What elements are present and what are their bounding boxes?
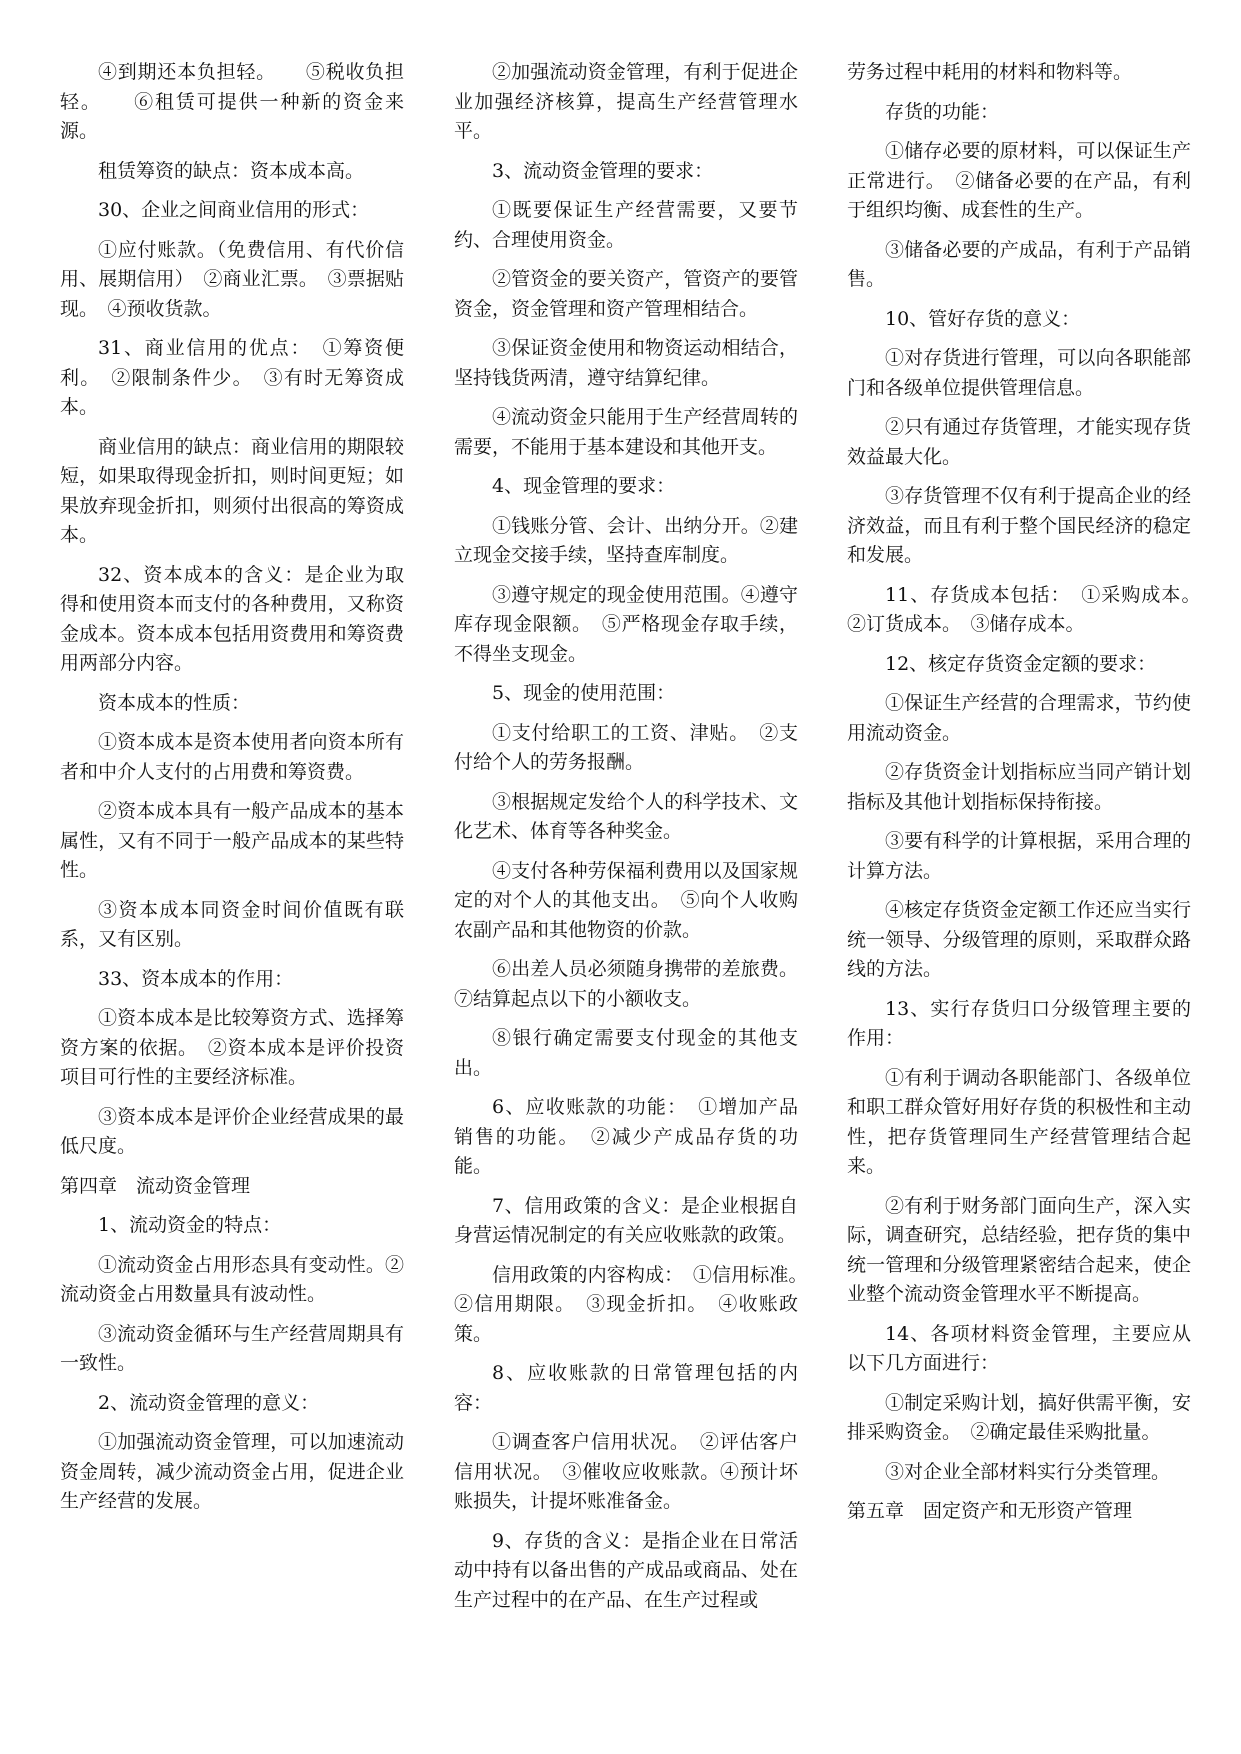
paragraph: ③根据规定发给个人的科学技术、文化艺术、体育等各种奖金。	[454, 790, 798, 842]
paragraph: ①应付账款。（免费信用、有代价信用、展期信用） ②商业汇票。 ③票据贴现。 ④预收货款。	[60, 238, 404, 320]
paragraph: ①制定采购计划，搞好供需平衡，安排采购资金。 ②确定最佳采购批量。	[847, 1391, 1191, 1443]
section-heading: 8、应收账款的日常管理包括的内容：	[454, 1362, 798, 1414]
paragraph: 商业信用的缺点：商业信用的期限较短，如果取得现金折扣，则时间更短；如果放弃现金折扣，则须付出很高的筹资成本。	[60, 435, 404, 546]
section-heading: 1、流动资金的特点：	[98, 1214, 282, 1236]
paragraph: ③要有科学的计算根据，采用合理的计算方法。	[847, 830, 1191, 882]
paragraph: ①加强流动资金管理，可以加速流动资金周转，减少流动资金占用，促进企业生产经营的发展。	[60, 1431, 404, 1512]
paragraph: ③资本成本同资金时间价值既有联系，又有区别。	[60, 898, 404, 950]
section-heading: 7、信用政策的含义：是企业根据自身营运情况制定的有关应收账款的政策。	[454, 1194, 798, 1246]
paragraph: 租赁筹资的缺点：资本成本高。	[98, 159, 365, 182]
section-heading: 6、应收账款的功能： ①增加产品销售的功能。 ②减少产成品存货的功能。	[454, 1096, 798, 1177]
paragraph: ①支付给职工的工资、津贴。 ②支付给个人的劳务报酬。	[454, 721, 798, 773]
paragraph: ④到期还本负担轻。 ⑤税收负担轻。 ⑥租赁可提供一种新的资金来源。	[60, 61, 404, 142]
paragraph: ③储备必要的产成品，有利于产品销售。	[847, 238, 1191, 290]
paragraph: ①既要保证生产经营需要，又要节约、合理使用资金。	[454, 199, 798, 251]
paragraph: ④核定存货资金定额工作还应当实行统一领导、分级管理的原则，采取群众路线的方法。	[847, 899, 1191, 980]
paragraph: 信用政策的内容构成： ①信用标准。 ②信用期限。 ③现金折扣。 ④收账政策。	[454, 1263, 818, 1345]
paragraph: ①钱账分管、会计、出纳分开。②建立现金交接手续，坚持查库制度。	[454, 514, 798, 566]
section-heading: 存货的功能：	[885, 100, 1000, 123]
paragraph: ②有利于财务部门面向生产，深入实际，调查研究，总结经验，把存货的集中统一管理和分级管理紧密结合起来，使企业整个流动资金管理水平不断提高。	[847, 1194, 1191, 1305]
paragraph: ④流动资金只能用于生产经营周转的需要，不能用于基本建设和其他开支。	[454, 406, 798, 458]
paragraph: ①资本成本是资本使用者向资本所有者和中介人支付的占用费和筹资费。	[60, 731, 404, 783]
paragraph-continued: 劳务过程中耗用的材料和物料等。	[847, 61, 1133, 83]
paragraph: ②加强流动资金管理，有利于促进企业加强经济核算，提高生产经营管理水平。	[454, 61, 798, 142]
paragraph: ②存货资金计划指标应当同产销计划指标及其他计划指标保持衔接。	[847, 761, 1191, 813]
section-heading: 14、各项材料资金管理，主要应从以下几方面进行：	[847, 1322, 1191, 1374]
section-heading: 4、现金管理的要求：	[492, 475, 676, 497]
column-3	[847, 58, 1211, 1537]
section-heading: 12、核定存货资金定额的要求：	[885, 652, 1157, 675]
paragraph: ③保证资金使用和物资运动相结合，坚持钱货两清，遵守结算纪律。	[454, 337, 798, 389]
section-heading: 33、资本成本的作用：	[98, 967, 294, 990]
paragraph: ①资本成本是比较筹资方式、选择筹资方案的依据。 ②资本成本是评价投资项目可行性的主要经济标准。	[60, 1007, 404, 1088]
section-heading: 32、资本成本的含义：是企业为取得和使用资本而支付的各种费用，又称资金成本。资本成本包括用资费用和筹资费用两部分内容。	[60, 563, 404, 674]
section-heading: 13、实行存货归口分级管理主要的作用：	[847, 997, 1191, 1049]
section-heading: 11、存货成本包括： ①采购成本。 ②订货成本。 ③储存成本。	[847, 583, 1211, 635]
chapter-heading: 第五章 固定资产和无形资产管理	[847, 1500, 1133, 1522]
chapter-heading: 第四章 流动资金管理	[60, 1174, 251, 1197]
paragraph: ②只有通过存货管理，才能实现存货效益最大化。	[847, 416, 1191, 468]
section-heading: 31、商业信用的优点： ①筹资便利。 ②限制条件少。 ③有时无筹资成本。	[60, 337, 404, 418]
paragraph: ③遵守规定的现金使用范围。④遵守库存现金限额。 ⑤严格现金存取手续，不得坐支现金。	[454, 583, 798, 665]
paragraph: ②管资金的要关资产，管资产的要管资金，资金管理和资产管理相结合。	[454, 268, 798, 320]
section-heading: 3、流动资金管理的要求：	[492, 159, 714, 182]
paragraph: ⑧银行确定需要支付现金的其他支出。	[454, 1027, 798, 1079]
paragraph: ①保证生产经营的合理需求，节约使用流动资金。	[847, 692, 1191, 744]
paragraph: ③存货管理不仅有利于提高企业的经济效益，而且有利于整个国民经济的稳定和发展。	[847, 485, 1191, 566]
column-2	[454, 58, 818, 1625]
paragraph: ④支付各种劳保福利费用以及国家规定的对个人的其他支出。 ⑤向个人收购农副产品和其他物资的价款。	[454, 859, 798, 941]
paragraph: ②资本成本具有一般产品成本的基本属性，又有不同于一般产品成本的某些特性。	[60, 800, 404, 881]
paragraph: ①有利于调动各职能部门、各级单位和职工群众管好用好存货的积极性和主动性，把存货管理同生产经营管理结合起来。	[847, 1066, 1191, 1177]
paragraph: ⑥出差人员必须随身携带的差旅费。⑦结算起点以下的小额收支。	[454, 958, 798, 1010]
section-heading: 9、存货的含义：是指企业在日常活动中持有以备出售的产成品或商品、处在生产过程中的在产品、在生产过程或	[454, 1529, 798, 1611]
paragraph: ①调查客户信用状况。 ②评估客户信用状况。 ③催收应收账款。④预计坏账损失，计提坏账准备金。	[454, 1431, 798, 1512]
paragraph: ①储存必要的原材料，可以保证生产正常进行。 ②储备必要的在产品，有利于组织均衡、成套性的生产。	[847, 140, 1191, 221]
column-1	[60, 58, 404, 1527]
section-heading: 10、管好存货的意义：	[885, 307, 1081, 330]
section-heading: 2、流动资金管理的意义：	[98, 1391, 320, 1414]
paragraph: ③流动资金循环与生产经营周期具有一致性。	[60, 1322, 404, 1374]
paragraph: ③资本成本是评价企业经营成果的最低尺度。	[60, 1105, 404, 1157]
paragraph: ③对企业全部材料实行分类管理。	[885, 1460, 1171, 1483]
paragraph: 资本成本的性质：	[98, 691, 251, 714]
section-heading: 30、企业之间商业信用的形式：	[98, 199, 370, 221]
section-heading: 5、现金的使用范围：	[492, 682, 676, 704]
paragraph: ①对存货进行管理，可以向各职能部门和各级单位提供管理信息。	[847, 347, 1191, 399]
paragraph: ①流动资金占用形态具有变动性。②流动资金占用数量具有波动性。	[60, 1253, 404, 1305]
